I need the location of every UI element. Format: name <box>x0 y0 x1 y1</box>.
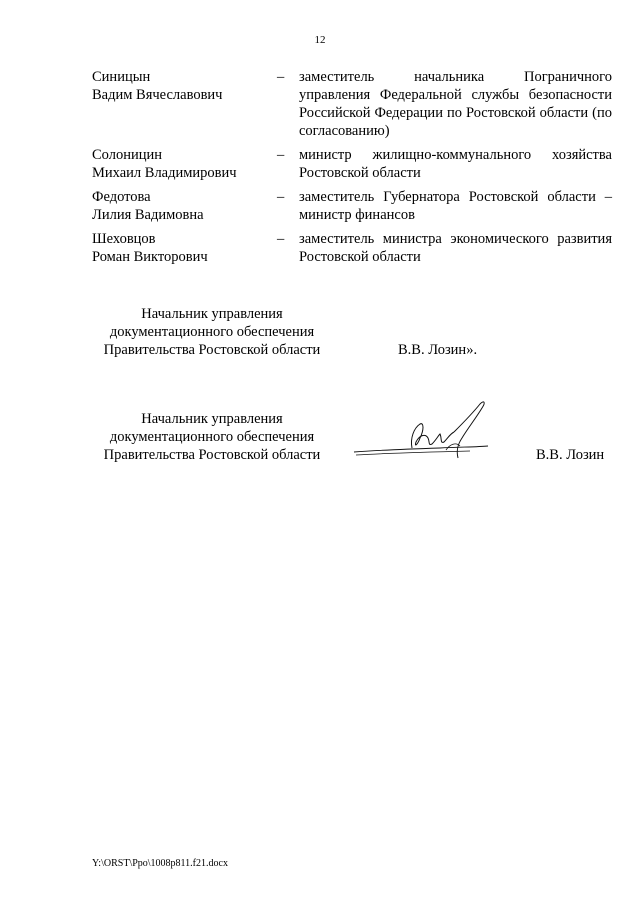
signatory-name: В.В. Лозин <box>536 447 605 463</box>
member-entry <box>92 188 612 224</box>
member-role: заместитель министра экономического развития Ростовской области <box>299 231 612 265</box>
member-given-names: Роман Викторович <box>92 249 208 265</box>
signature-block <box>92 410 605 464</box>
member-dash: – <box>277 231 285 247</box>
member-surname: Солоницин <box>92 147 163 163</box>
signatory-title-line: Правительства Ростовской области <box>103 447 321 463</box>
member-entry <box>92 230 612 266</box>
signature-block-quoted <box>92 305 592 359</box>
member-given-names: Михаил Владимирович <box>92 165 237 181</box>
signatory-title-line: Начальник управления <box>141 411 283 427</box>
member-dash: – <box>277 189 285 205</box>
member-surname: Синицын <box>92 69 151 85</box>
signatory-title-line: Начальник управления <box>141 306 283 322</box>
member-given-names: Вадим Вячеславович <box>92 87 223 103</box>
member-name <box>92 230 277 266</box>
signatory-title-line: Правительства Ростовской области <box>103 342 321 358</box>
page-number: 12 <box>314 34 326 46</box>
member-surname: Федотова <box>92 189 151 205</box>
signatory-title <box>92 410 332 464</box>
signatory-title <box>92 305 332 359</box>
handwritten-signature <box>350 398 490 470</box>
members-list <box>92 68 612 272</box>
member-surname: Шеховцов <box>92 231 156 247</box>
signatory-title-line: документационного обеспечения <box>109 429 315 445</box>
member-entry <box>92 68 612 140</box>
member-role: заместитель начальника Пограничного управления Федеральной службы безопасности Российской Федерации по Ростовской области (по согласованию) <box>299 69 612 139</box>
member-role: министр жилищно-коммунального хозяйства Ростовской области <box>299 147 612 181</box>
member-name <box>92 188 277 224</box>
member-name <box>92 68 277 104</box>
footer-file-path: Y:\ORST\Ppo\1008p811.f21.docx <box>92 858 228 869</box>
member-given-names: Лилия Вадимовна <box>92 207 204 223</box>
member-entry <box>92 146 612 182</box>
member-name <box>92 146 277 182</box>
signatory-name: В.В. Лозин». <box>398 342 478 358</box>
signatory-title-line: документационного обеспечения <box>109 324 315 340</box>
member-dash: – <box>277 69 285 85</box>
member-role: заместитель Губернатора Ростовской области – министр финансов <box>299 189 612 223</box>
member-dash: – <box>277 147 285 163</box>
